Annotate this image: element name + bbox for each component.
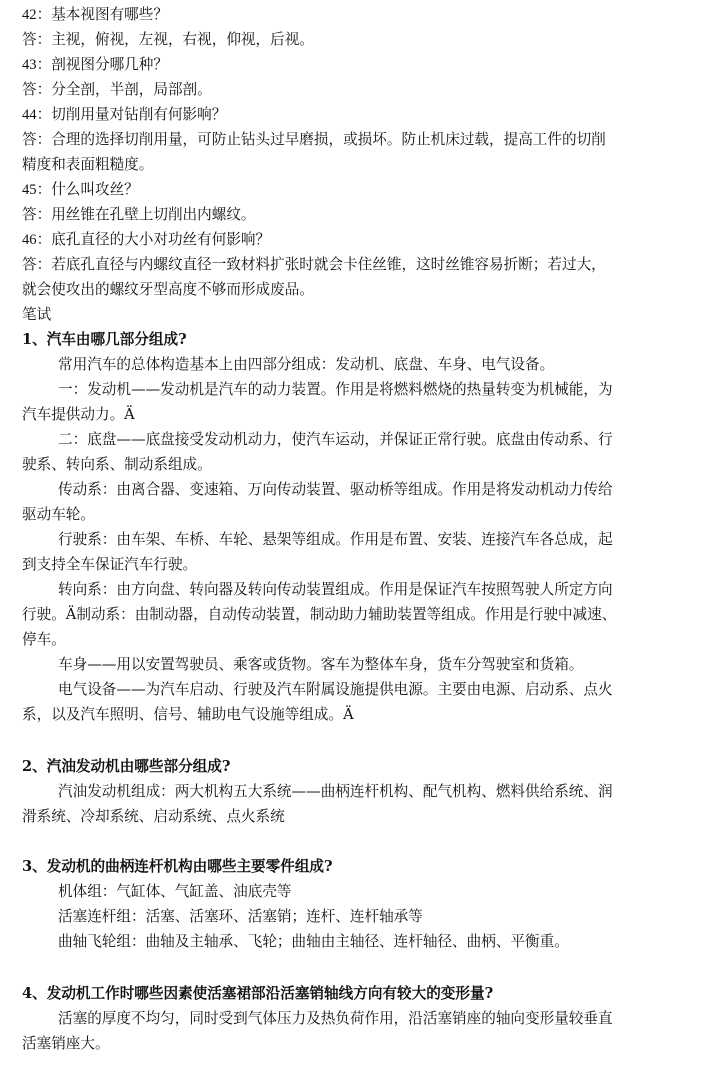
answer-45: 答：用丝锥在孔壁上切削出内螺纹。 [22,206,256,223]
heading-3: 3、发动机的曲柄连杆机构由哪些主要零件组成? [22,858,333,875]
paragraph-1-chassis-line-2: 驶系、转向系、制动系组成。 [22,456,212,473]
paragraph-1-transmission-line-2: 驱动车轮。 [22,506,95,523]
paragraph-1-steering-line-1: 转向系：由方向盘、转向器及转向传动装置组成。作用是保证汽车按照驾驶人所定方向 [58,581,613,598]
paragraph-1-running-line-1: 行驶系：由车架、车桥、车轮、悬架等组成。作用是布置、安装、连接汽车各总成，起 [58,531,613,548]
answer-46-line-1: 答：若底孔直径与内螺纹直径一致材料扩张时就会卡住丝锥，这时丝锥容易折断；若过大， [22,256,606,273]
section-title-written-test: 笔试 [22,306,52,323]
paragraph-2-line-2: 滑系统、冷却系统、启动系统、点火系统 [22,808,285,825]
paragraph-1-engine-line-1: 一：发动机——发动机是汽车的动力装置。作用是将燃料燃烧的热量转变为机械能，为 [58,381,613,398]
paragraph-4-line-2: 活塞销座大。 [22,1035,110,1052]
paragraph-3-line-1: 机体组：气缸体、气缸盖、油底壳等 [58,883,292,900]
paragraph-1-chassis-line-1: 二：底盘——底盘接受发动机动力，使汽车运动，并保证正常行驶。底盘由传动系、行 [58,431,613,448]
question-43: 43：剖视图分哪几种？ [22,57,168,73]
paragraph-1-engine-line-2: 汽车提供动力。Ä [22,406,135,423]
paragraph-1-steering-line-2: 行驶。Ä制动系：由制动器，自动传动装置，制动助力辅助装置等组成。作用是行驶中减速、 [22,606,617,623]
heading-1: 1、汽车由哪几部分组成? [22,331,187,348]
paragraph-1-transmission-line-1: 传动系：由离合器、变速箱、万向传动装置、驱动桥等组成。作用是将发动机动力传给 [58,481,613,498]
answer-43: 答：分全剖，半剖，局部剖。 [22,81,212,98]
question-45: 45：什么叫攻丝？ [22,182,139,198]
paragraph-1-electrical-line-2: 系，以及汽车照明、信号、辅助电气设施等组成。Ä [22,706,354,723]
paragraph-2-line-1: 汽油发动机组成：两大机构五大系统——曲柄连杆机构、配气机构、燃料供给系统、润 [58,783,613,800]
paragraph-4-line-1: 活塞的厚度不均匀，同时受到气体压力及热负荷作用，沿活塞销座的轴向变形量较垂直 [58,1010,613,1027]
heading-2: 2、汽油发动机由哪些部分组成? [22,758,231,775]
paragraph-3-line-2: 活塞连杆组：活塞、活塞环、活塞销；连杆、连杆轴承等 [58,908,423,925]
answer-44-line-1: 答：合理的选择切削用量，可防止钻头过早磨损，或损坏。防止机床过载，提高工件的切削 [22,131,606,148]
paragraph-1-steering-line-3: 停车。 [22,631,66,648]
paragraph-1-intro: 常用汽车的总体构造基本上由四部分组成：发动机、底盘、车身、电气设备。 [58,356,555,373]
answer-42: 答：主视，俯视，左视，右视，仰视，后视。 [22,31,314,48]
heading-4: 4、发动机工作时哪些因素使活塞裙部沿活塞销轴线方向有较大的变形量? [22,985,494,1002]
paragraph-1-body: 车身——用以安置驾驶员、乘客或货物。客车为整体车身，货车分驾驶室和货箱。 [58,656,584,673]
question-44: 44：切削用量对钻削有何影响？ [22,107,227,123]
answer-44-line-2: 精度和表面粗糙度。 [22,156,154,173]
paragraph-3-line-3: 曲轴飞轮组：曲轴及主轴承、飞轮；曲轴由主轴径、连杆轴径、曲柄、平衡重。 [58,933,569,950]
paragraph-1-electrical-line-1: 电气设备——为汽车启动、行驶及汽车附属设施提供电源。主要由电源、启动系、点火 [58,681,613,698]
paragraph-1-running-line-2: 到支持全车保证汽车行驶。 [22,556,198,573]
answer-46-line-2: 就会使攻出的螺纹牙型高度不够而形成废品。 [22,281,314,298]
question-42: 42：基本视图有哪些？ [22,7,168,23]
question-46: 46：底孔直径的大小对功丝有何影响？ [22,232,271,248]
